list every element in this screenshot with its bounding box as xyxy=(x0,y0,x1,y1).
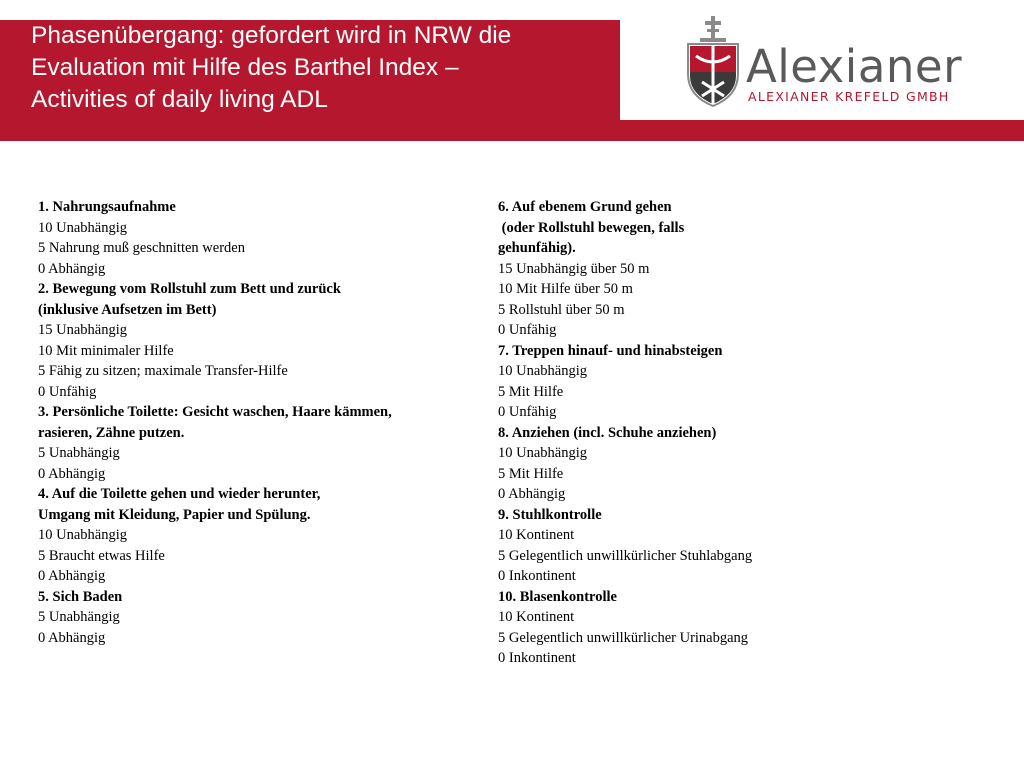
item-heading: 6. Auf ebenem Grund gehen xyxy=(498,199,672,215)
score-option: 0 Inkontinent xyxy=(498,568,576,584)
item-heading: (oder Rollstuhl bewegen, falls xyxy=(498,219,685,236)
title-line: Phasenübergang: gefordert wird in NRW die xyxy=(31,22,512,49)
title-line: Evaluation mit Hilfe des Barthel Index – xyxy=(31,54,459,81)
score-option: 0 Abhängig xyxy=(498,486,566,502)
barthel-items-left xyxy=(38,197,478,648)
score-option: 10 Mit minimaler Hilfe xyxy=(38,342,174,359)
alexianer-logo xyxy=(684,16,974,108)
score-option: 5 Fähig zu sitzen; maximale Transfer-Hilfe xyxy=(38,363,288,379)
title-bar xyxy=(0,20,620,141)
brand-subtitle: ALEXIANER KREFELD GMBH xyxy=(748,89,950,104)
score-option: 0 Abhängig xyxy=(38,568,106,584)
score-option: 10 Mit Hilfe über 50 m xyxy=(498,281,633,297)
item-heading: gehunfähig). xyxy=(498,240,576,256)
score-option: 5 Rollstuhl über 50 m xyxy=(498,301,625,318)
score-option: 15 Unabhängig über 50 m xyxy=(498,260,650,277)
score-option: 5 Unabhängig xyxy=(38,445,120,461)
score-option: 5 Nahrung muß geschnitten werden xyxy=(38,240,245,256)
score-option: 0 Unfähig xyxy=(38,383,97,400)
score-option: 5 Gelegentlich unwillkürlicher Urinabgang xyxy=(498,629,749,646)
item-heading: 5. Sich Baden xyxy=(38,588,123,605)
score-option: 5 Unabhängig xyxy=(38,609,120,625)
item-heading: 8. Anziehen (incl. Schuhe anziehen) xyxy=(498,424,717,441)
score-option: 5 Braucht etwas Hilfe xyxy=(38,547,165,564)
score-option: 5 Mit Hilfe xyxy=(498,383,564,400)
item-heading: (inklusive Aufsetzen im Bett) xyxy=(38,301,217,318)
crest-icon xyxy=(684,16,742,108)
title-line: Activities of daily living ADL xyxy=(31,86,328,113)
score-option: 10 Kontinent xyxy=(498,609,575,625)
item-heading: rasieren, Zähne putzen. xyxy=(38,424,185,441)
page-title xyxy=(31,20,616,116)
score-option: 10 Unabhängig xyxy=(498,363,587,379)
score-option: 0 Abhängig xyxy=(38,260,106,277)
score-option: 5 Mit Hilfe xyxy=(498,465,564,482)
score-option: 15 Unabhängig xyxy=(38,322,127,338)
score-option: 10 Kontinent xyxy=(498,527,575,543)
brand-name: Alexianer xyxy=(746,40,963,93)
header-stripe xyxy=(620,120,1024,141)
score-option: 5 Gelegentlich unwillkürlicher Stuhlabgang xyxy=(498,547,753,564)
score-option: 0 Unfähig xyxy=(498,404,557,420)
item-heading: 4. Auf die Toilette gehen und wieder herunter, xyxy=(38,486,321,502)
score-option: 0 Unfähig xyxy=(498,322,557,338)
score-option: 10 Unabhängig xyxy=(498,445,587,461)
item-heading: 9. Stuhlkontrolle xyxy=(498,506,602,523)
item-heading: 1. Nahrungsaufnahme xyxy=(38,199,176,215)
item-heading: 3. Persönliche Toilette: Gesicht waschen, Haare kämmen, xyxy=(38,404,392,420)
item-heading: Umgang mit Kleidung, Papier und Spülung. xyxy=(38,506,311,523)
score-option: 10 Unabhängig xyxy=(38,219,127,236)
item-heading: 2. Bewegung vom Rollstuhl zum Bett und zurück xyxy=(38,281,341,297)
score-option: 0 Abhängig xyxy=(38,465,106,482)
score-option: 0 Abhängig xyxy=(38,629,106,646)
score-option: 0 Inkontinent xyxy=(498,650,576,666)
item-heading: 7. Treppen hinauf- und hinabsteigen xyxy=(498,342,723,359)
item-heading: 10. Blasenkontrolle xyxy=(498,588,617,605)
barthel-items-right xyxy=(498,197,828,669)
score-option: 10 Unabhängig xyxy=(38,527,127,543)
